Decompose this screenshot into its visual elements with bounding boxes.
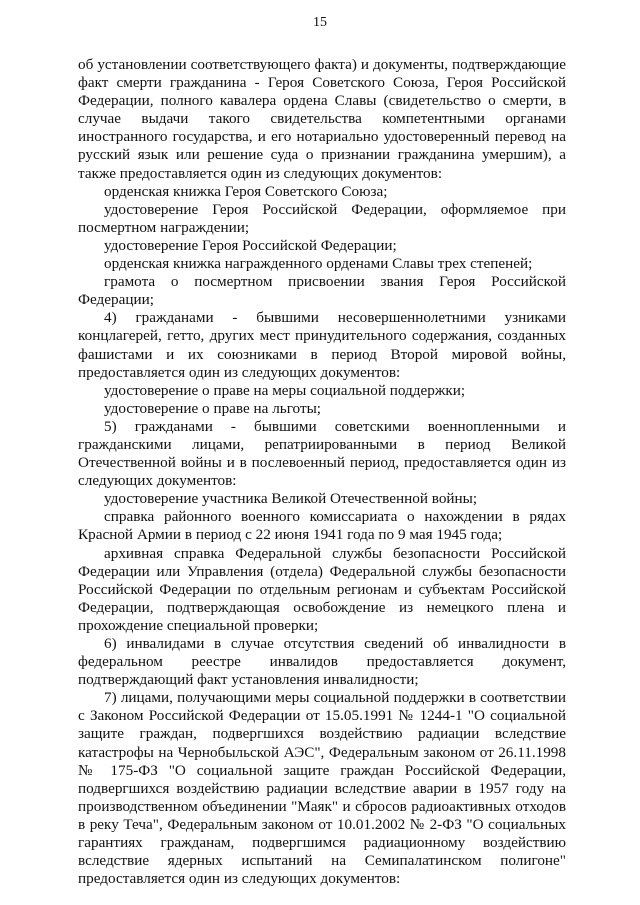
paragraph: 7) лицами, получающими меры социальной поддержки в соответствии с Законом Российской Федерации от 15.05.1991 № 1244-1 "О социальной защите граждан, подвергшихся воздействию радиации вследствие катастрофы на Чернобыльской АЭС", Федеральным законом от 26.11.1998 № 175-ФЗ "О социальной защите граждан Российской Федерации, подвергшихся воздействию радиации вследствие аварии в 1957 году на производственном объединении "Маяк" и сбросов радиоактивных отходов в реку Теча", Федеральным законом от 10.01.2002 № 2-ФЗ "О социальных гарантиях гражданам, подвергшимся радиационному воздействию вследствие ядерных испытаний на Семипалатинском полигоне" предоставляется один из следующих документов: [78, 689, 566, 888]
paragraph: архивная справка Федеральной службы безопасности Российской Федерации или Управления (отдела) Федеральной службы безопасности Российской Федерации по отдельным регионам и субъектам Российской Федерации, подтверждающая освобождение из немецкого плена и прохождение специальной проверки; [78, 544, 566, 634]
document-body [78, 56, 566, 888]
paragraph: орденская книжка Героя Советского Союза; [104, 182, 388, 200]
paragraph: удостоверение о праве на льготы; [104, 399, 322, 417]
paragraph: удостоверение о праве на меры социальной поддержки; [104, 381, 466, 399]
paragraph: справка районного военного комиссариата о нахождении в рядах Красной Армии в период с 22 июня 1941 года по 9 мая 1945 года; [78, 508, 566, 544]
paragraph: удостоверение Героя Российской Федерации; [104, 236, 397, 254]
paragraph: 6) инвалидами в случае отсутствия сведений об инвалидности в федеральном реестре инвалидов предоставляется документ, подтверждающий факт установления инвалидности; [78, 635, 566, 689]
paragraph: удостоверение Героя Российской Федерации, оформляемое при посмертном награждении; [78, 200, 566, 236]
paragraph: 4) гражданами - бывшими несовершеннолетними узниками концлагерей, гетто, других мест принудительного содержания, созданных фашистами и их союзниками в период Второй мировой войны, предоставляется один из следующих документов: [78, 309, 566, 381]
paragraph: удостоверение участника Великой Отечественной войны; [104, 490, 478, 508]
paragraph: об установлении соответствующего факта) и документы, подтверждающие факт смерти гражданина - Героя Советского Союза, Героя Российской Федерации, полного кавалера ордена Славы (свидетельство о смерти, в случае выдачи такого свидетельства компетентными органами иностранного государства, и его нотариально удостоверенный перевод на русский язык или решение суда о признании гражданина умершим), а также предоставляется один из следующих документов: [78, 56, 566, 182]
paragraph: орденская книжка награжденного орденами Славы трех степеней; [104, 255, 533, 273]
page-number: 15 [313, 15, 327, 30]
paragraph: 5) гражданами - бывшими советскими военнопленными и гражданскими лицами, репатриированными в период Великой Отечественной войны и в послевоенный период, предоставляется один из следующих документов: [78, 417, 566, 490]
paragraph: грамота о посмертном присвоении звания Героя Российской Федерации; [78, 273, 566, 309]
